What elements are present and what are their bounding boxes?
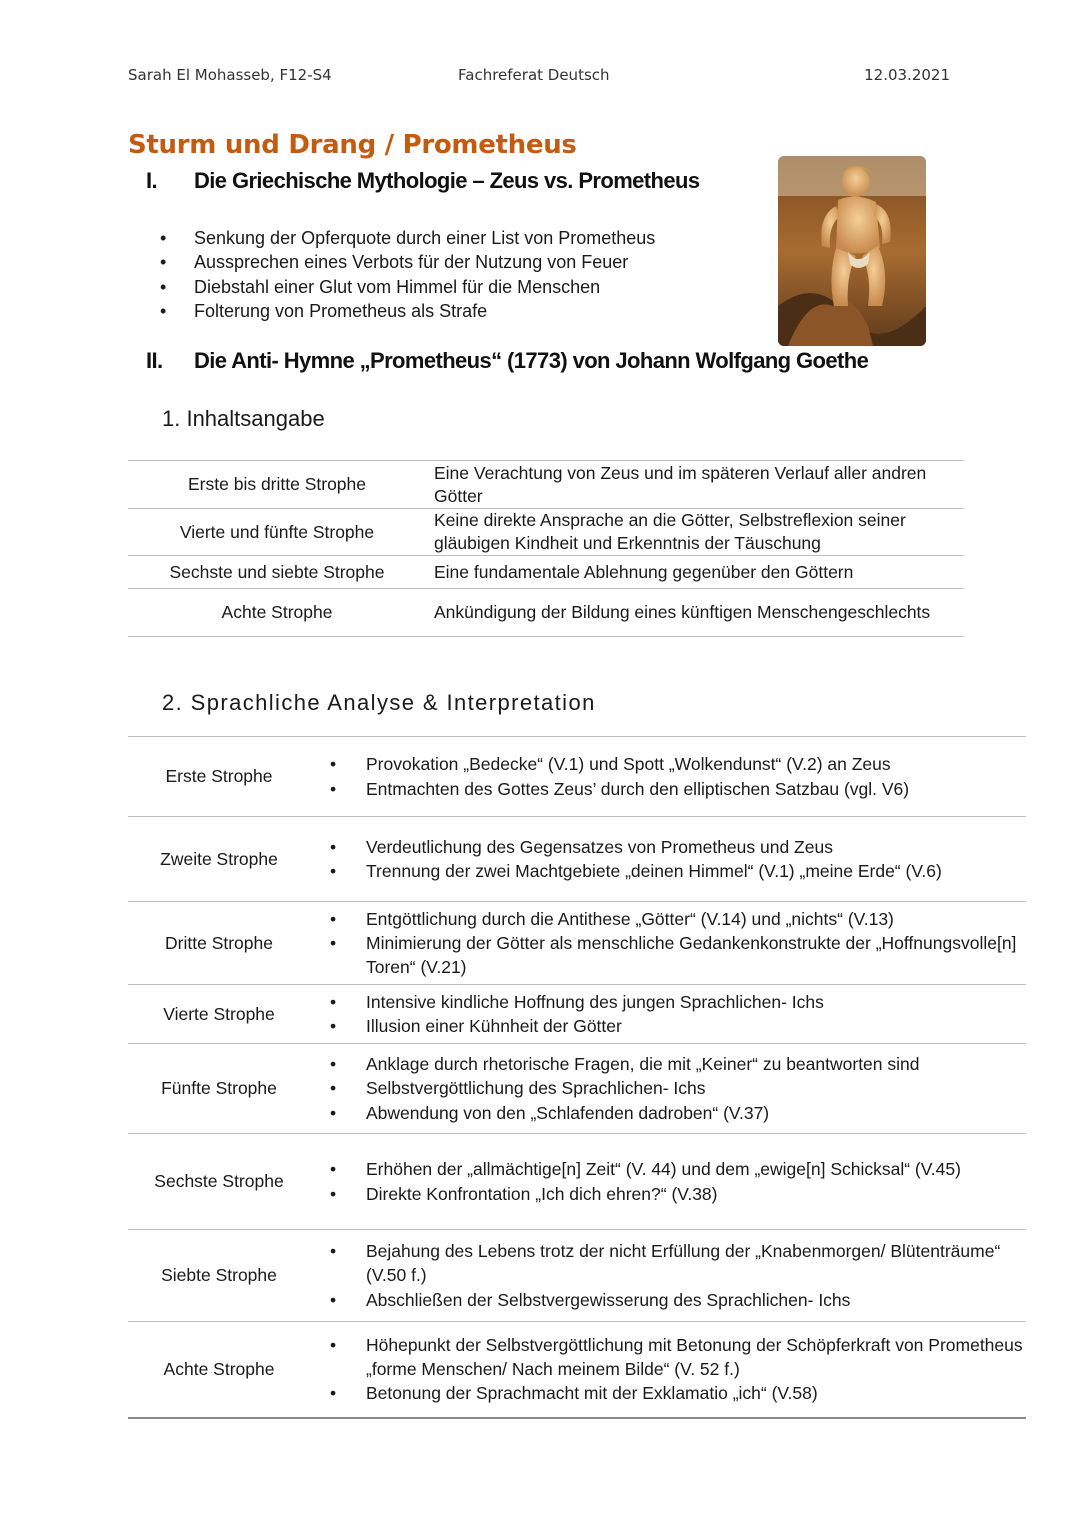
table-cell-label: Sechste und siebte Strophe: [128, 556, 426, 589]
table-cell-label: Sechste Strophe: [128, 1134, 310, 1230]
list-item: • Diebstahl einer Glut vom Himmel für die Menschen: [160, 275, 655, 299]
list-item: • Betonung der Sprachmacht mit der Exklamatio „ich“ (V.58): [330, 1381, 1026, 1405]
section-1-heading: [146, 168, 699, 194]
table-cell-points: [310, 1322, 1026, 1418]
table-row: [128, 985, 1026, 1044]
table-row: [128, 461, 964, 509]
list-item: • Bejahung des Lebens trotz der nicht Erfüllung der „Knabenmorgen/ Blütenträume“ (V.50 f.): [330, 1239, 1026, 1288]
table-cell-points: [310, 902, 1026, 985]
table-cell-text: Ankündigung der Bildung eines künftigen Menschengeschlechts: [426, 589, 964, 637]
table-row: [128, 817, 1026, 902]
table-cell-text: Eine Verachtung von Zeus und im späteren Verlauf aller andren Götter: [426, 461, 964, 509]
table-cell-label: Erste bis dritte Strophe: [128, 461, 426, 509]
page-header: [128, 66, 950, 90]
table-cell-points: [310, 1134, 1026, 1230]
summary-table: [128, 460, 964, 637]
table-cell-label: Erste Strophe: [128, 737, 310, 817]
section-1-title: Die Griechische Mythologie – Zeus vs. Prometheus: [194, 168, 700, 193]
list-item: • Erhöhen der „allmächtige[n] Zeit“ (V. 44) und dem „ewige[n] Schicksal“ (V.45): [330, 1157, 1026, 1181]
list-item: • Folterung von Prometheus als Strafe: [160, 299, 655, 323]
list-item: • Abwendung von den „Schlafenden dadroben“ (V.37): [330, 1101, 1026, 1125]
section-2-number: II.: [146, 348, 163, 373]
table-cell-label: Vierte Strophe: [128, 985, 310, 1044]
table-cell-label: Achte Strophe: [128, 589, 426, 637]
list-item: • Intensive kindliche Hoffnung des jungen Sprachlichen- Ichs: [330, 990, 1026, 1014]
table-cell-label: Fünfte Strophe: [128, 1044, 310, 1134]
table-row: [128, 1230, 1026, 1322]
list-item: • Anklage durch rhetorische Fragen, die mit „Keiner“ zu beantworten sind: [330, 1052, 1026, 1076]
table-cell-points: [310, 817, 1026, 902]
table-row: [128, 737, 1026, 817]
prometheus-painting-image: [778, 156, 926, 346]
table-cell-points: [310, 1044, 1026, 1134]
list-item: • Abschließen der Selbstvergewisserung des Sprachlichen- Ichs: [330, 1288, 1026, 1312]
list-item: • Direkte Konfrontation „Ich dich ehren?“ (V.38): [330, 1182, 1026, 1206]
table-row: [128, 509, 964, 556]
prometheus-painting-icon: [778, 156, 926, 346]
table-row: [128, 1044, 1026, 1134]
table-cell-points: [310, 737, 1026, 817]
table-row: [128, 1322, 1026, 1418]
table-cell-label: Achte Strophe: [128, 1322, 310, 1418]
table-cell-label: Vierte und fünfte Strophe: [128, 509, 426, 556]
table-row: [128, 1134, 1026, 1230]
table-cell-points: [310, 1230, 1026, 1322]
header-author: Sarah El Mohasseb, F12-S4: [128, 66, 332, 84]
list-item: • Senkung der Opferquote durch einer List von Prometheus: [160, 226, 655, 250]
table-cell-text: Keine direkte Ansprache an die Götter, Selbstreflexion seiner gläubigen Kindheit und Erkenntnis der Täuschung: [426, 509, 964, 556]
section-2-heading: [146, 348, 868, 374]
table-row: [128, 902, 1026, 985]
table-cell-label: Dritte Strophe: [128, 902, 310, 985]
header-subject: Fachreferat Deutsch: [458, 66, 610, 84]
table-row: [128, 556, 964, 589]
section-2-title: Die Anti- Hymne „Prometheus“ (1773) von Johann Wolfgang Goethe: [194, 348, 869, 373]
list-item: • Höhepunkt der Selbstvergöttlichung mit Betonung der Schöpferkraft von Prometheus „forme Menschen/ Nach meinem Bilde“ (V. 52 f.): [330, 1333, 1026, 1382]
table-cell-points: [310, 985, 1026, 1044]
page-title: Sturm und Drang / Prometheus: [128, 130, 577, 160]
table-cell-text: Eine fundamentale Ablehnung gegenüber den Göttern: [426, 556, 964, 589]
list-item: • Trennung der zwei Machtgebiete „deinen Himmel“ (V.1) „meine Erde“ (V.6): [330, 859, 1026, 883]
list-item: • Aussprechen eines Verbots für der Nutzung von Feuer: [160, 250, 655, 274]
section-1-bullet-list: [160, 226, 655, 323]
list-item: • Entmachten des Gottes Zeus’ durch den elliptischen Satzbau (vgl. V6): [330, 777, 1026, 801]
list-item: • Verdeutlichung des Gegensatzes von Prometheus und Zeus: [330, 835, 1026, 859]
table-cell-label: Zweite Strophe: [128, 817, 310, 902]
list-item: • Minimierung der Götter als menschliche Gedankenkonstrukte der „Hoffnungsvolle[n] Toren“ (V.21): [330, 931, 1026, 980]
list-item: • Selbstvergöttlichung des Sprachlichen- Ichs: [330, 1076, 1026, 1100]
subsection-2-heading: 2. Sprachliche Analyse & Interpretation: [162, 690, 596, 715]
table-row: [128, 589, 964, 637]
subsection-1-heading: 1. Inhaltsangabe: [162, 406, 325, 431]
section-1-number: I.: [146, 168, 158, 193]
list-item: • Illusion einer Kühnheit der Götter: [330, 1014, 1026, 1038]
header-date: 12.03.2021: [864, 66, 950, 84]
analysis-table: [128, 736, 1026, 1419]
list-item: • Entgöttlichung durch die Antithese „Götter“ (V.14) und „nichts“ (V.13): [330, 907, 1026, 931]
list-item: • Provokation „Bedecke“ (V.1) und Spott „Wolkendunst“ (V.2) an Zeus: [330, 752, 1026, 776]
table-cell-label: Siebte Strophe: [128, 1230, 310, 1322]
